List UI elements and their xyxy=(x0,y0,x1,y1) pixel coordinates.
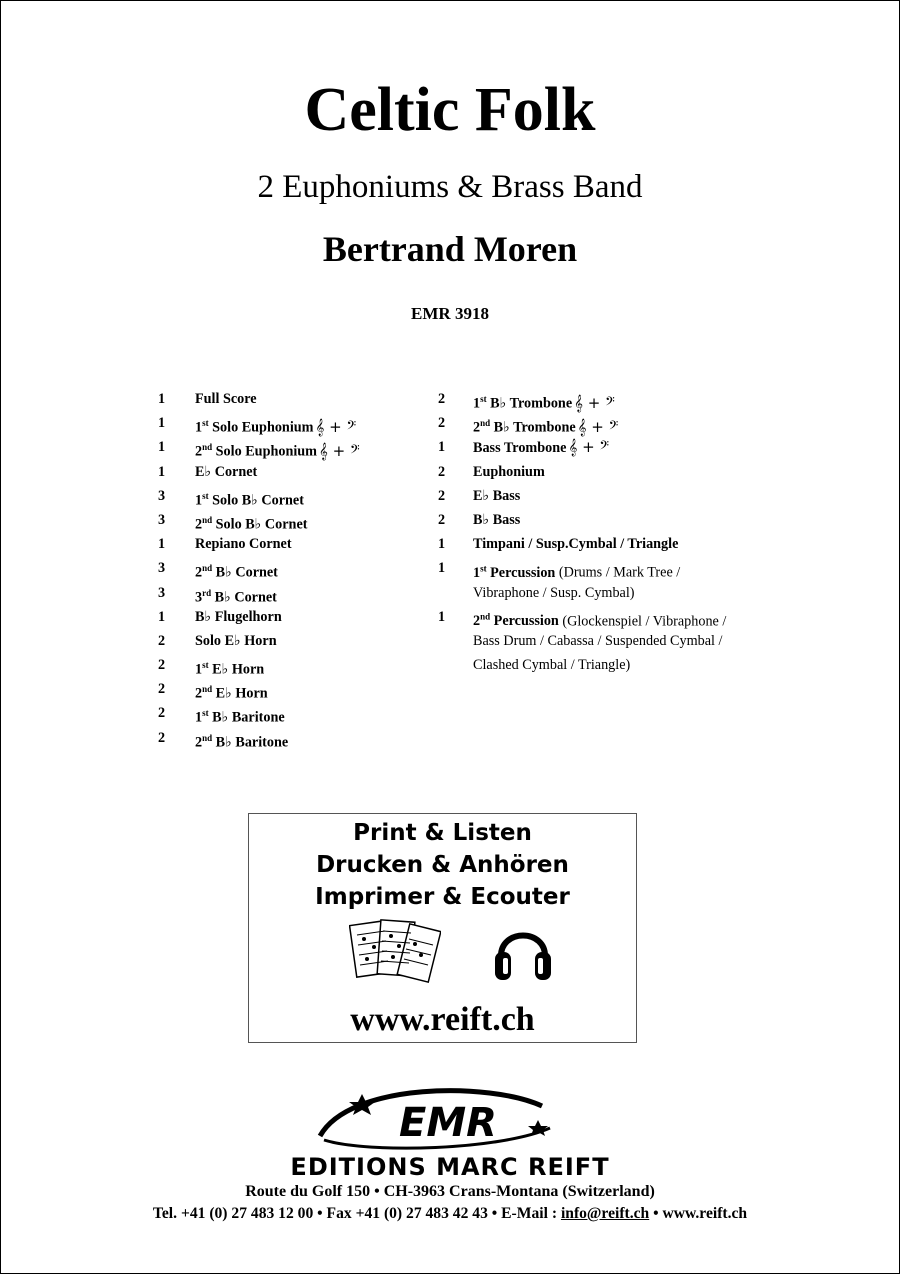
part-quantity: 2 xyxy=(158,729,166,746)
part-name: 2nd B♭ Trombone 𝄞 + 𝄢 xyxy=(473,417,619,436)
percussion-detail: (Glockenspiel / Vibraphone / xyxy=(562,613,727,630)
part-quantity: 1 xyxy=(158,391,166,407)
email-label: E-Mail : xyxy=(501,1205,558,1222)
website-link[interactable]: www.reift.ch xyxy=(662,1205,748,1222)
part-quantity: 1 xyxy=(158,439,166,456)
part-quantity: 1 xyxy=(158,608,166,625)
part-name: 1st Solo B♭ Cornet xyxy=(195,490,304,509)
part-name: Full Score xyxy=(195,391,257,407)
part-row xyxy=(438,461,798,485)
part-name: Euphonium xyxy=(473,463,545,480)
part-row xyxy=(158,533,438,557)
part-name: 2nd Solo Euphonium 𝄞 + 𝄢 xyxy=(195,442,360,461)
publisher-wordmark: EDITIONS MARC REIFT xyxy=(290,1153,610,1181)
part-quantity: 2 xyxy=(438,511,446,528)
part-name: 1st Solo Euphonium 𝄞 + 𝄢 xyxy=(195,417,357,436)
part-name: Repiano Cornet xyxy=(195,536,292,553)
part-row xyxy=(438,412,798,436)
part-quantity: 3 xyxy=(158,560,166,577)
publisher-contact: Tel. +41 (0) 27 483 12 00 • Fax +41 (0) 27 483 42 43 • E-Mail : info@reift.ch • www.reift.ch xyxy=(152,1205,748,1222)
part-row xyxy=(438,436,798,460)
part-name: 2nd E♭ Horn xyxy=(195,684,268,702)
percussion-first-line xyxy=(473,557,798,581)
percussion-name: 2nd Percussion xyxy=(473,611,559,630)
part-row xyxy=(158,702,438,726)
phone-number: Tel. +41 (0) 27 483 12 00 xyxy=(152,1205,314,1222)
percussion-detail: (Drums / Mark Tree / xyxy=(558,565,681,582)
promo-website[interactable]: www.reift.ch xyxy=(350,1001,535,1038)
part-row xyxy=(158,436,438,460)
part-row xyxy=(438,485,798,509)
part-row xyxy=(158,509,438,533)
fax-number: Fax +41 (0) 27 483 42 43 xyxy=(326,1205,488,1222)
clef-icon: 𝄞 + 𝄢 xyxy=(568,438,610,457)
part-row xyxy=(158,582,438,606)
part-name: E♭ Cornet xyxy=(195,463,258,480)
clef-icon: 𝄞 + 𝄢 xyxy=(319,442,360,461)
part-row xyxy=(158,654,438,678)
part-quantity: 2 xyxy=(158,705,166,722)
email-link[interactable]: info@reift.ch xyxy=(560,1205,650,1222)
part-name: B♭ Bass xyxy=(473,511,521,528)
part-row xyxy=(158,412,438,436)
promo-line-french: Imprimer & Ecouter xyxy=(315,884,570,910)
part-quantity: 1 xyxy=(438,608,446,625)
part-name: Bass Trombone 𝄞 + 𝄢 xyxy=(473,438,610,457)
part-row xyxy=(158,678,438,702)
clef-icon: 𝄞 + 𝄢 xyxy=(574,393,615,412)
headphones-icon xyxy=(493,914,553,986)
part-quantity: 2 xyxy=(158,681,166,698)
part-row xyxy=(158,606,438,630)
sheet-music-icon xyxy=(349,917,441,987)
percussion-row xyxy=(438,606,798,679)
instrumentation-subtitle: 2 Euphoniums & Brass Band xyxy=(257,169,643,205)
parts-list-right-rows xyxy=(438,388,798,557)
parts-list-left xyxy=(158,388,438,751)
part-quantity: 1 xyxy=(438,560,446,577)
part-row xyxy=(158,388,438,412)
print-listen-box xyxy=(248,813,637,1043)
part-name: Solo E♭ Horn xyxy=(195,632,277,649)
part-quantity: 3 xyxy=(158,584,166,601)
part-name: 2nd Solo B♭ Cornet xyxy=(195,514,308,533)
part-name xyxy=(473,606,798,679)
part-name: E♭ Bass xyxy=(473,487,521,504)
emr-logo xyxy=(310,1088,580,1150)
part-row xyxy=(438,509,798,533)
part-quantity: 2 xyxy=(158,632,166,649)
part-name: 2nd B♭ Baritone xyxy=(195,732,289,751)
part-row xyxy=(158,727,438,751)
part-row xyxy=(438,388,798,412)
clef-icon: 𝄞 + 𝄢 xyxy=(315,417,357,436)
promo-line-german: Drucken & Anhören xyxy=(316,852,569,878)
part-quantity: 1 xyxy=(158,463,166,480)
part-quantity: 1 xyxy=(438,439,446,456)
part-name: 1st B♭ Trombone 𝄞 + 𝄢 xyxy=(473,393,615,412)
part-row xyxy=(158,485,438,509)
publisher-address: Route du Golf 150 • CH-3963 Crans-Montana (Switzerland) xyxy=(245,1183,655,1200)
part-name: 1st E♭ Horn xyxy=(195,660,265,678)
percussion-name: 1st Percussion xyxy=(473,563,556,582)
part-name: B♭ Flugelhorn xyxy=(195,608,282,625)
percussion-detail: Bass Drum / Cabassa / Suspended Cymbal / xyxy=(473,632,723,649)
part-name xyxy=(473,557,798,605)
parts-list-right xyxy=(438,388,798,678)
logo-text: EMR xyxy=(399,1100,497,1146)
part-quantity: 2 xyxy=(438,463,446,480)
part-name: Timpani / Susp.Cymbal / Triangle xyxy=(473,536,679,553)
percussion-row xyxy=(438,557,798,605)
part-quantity: 2 xyxy=(158,657,166,674)
part-row xyxy=(438,533,798,557)
composer-name: Bertrand Moren xyxy=(322,229,578,269)
percussion-first-line xyxy=(473,606,798,630)
part-quantity: 3 xyxy=(158,487,166,504)
part-row xyxy=(158,630,438,654)
part-row xyxy=(158,461,438,485)
part-quantity: 2 xyxy=(438,391,446,407)
score-title: Celtic Folk xyxy=(304,76,596,144)
part-name: 1st B♭ Baritone xyxy=(195,708,285,727)
percussion-detail: Vibraphone / Susp. Cymbal) xyxy=(473,584,635,601)
promo-line-english: Print & Listen xyxy=(353,820,532,846)
catalog-number: EMR 3918 xyxy=(411,304,489,323)
part-name: 3rd B♭ Cornet xyxy=(195,587,277,606)
part-quantity: 1 xyxy=(438,536,446,553)
part-quantity: 3 xyxy=(158,511,166,528)
clef-icon: 𝄞 + 𝄢 xyxy=(577,417,619,436)
part-quantity: 2 xyxy=(438,415,446,432)
percussion-parts xyxy=(438,557,798,678)
part-quantity: 2 xyxy=(438,487,446,504)
part-row xyxy=(158,557,438,581)
part-name: 2nd B♭ Cornet xyxy=(195,563,278,582)
part-quantity: 1 xyxy=(158,415,166,432)
percussion-detail: Clashed Cymbal / Triangle) xyxy=(473,657,631,674)
part-quantity: 1 xyxy=(158,536,166,553)
